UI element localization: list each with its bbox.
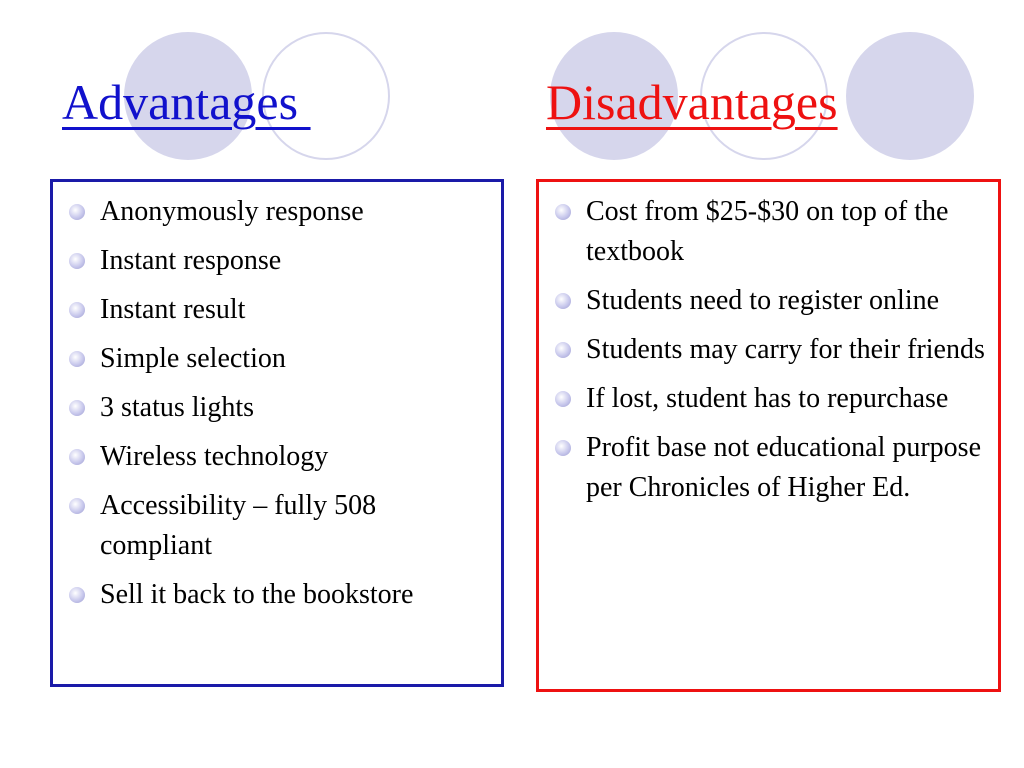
disadvantages-item [539,379,990,419]
advantages-item-text: Wireless technology [100,441,329,472]
circle-bullet-icon [555,342,571,358]
advantages-item [53,241,493,281]
advantages-heading: Advantages [62,74,311,130]
circle-bullet-icon [69,498,85,514]
advantages-item-text: Sell it back to the bookstore [100,579,414,610]
advantages-item-text: Instant result [100,294,246,325]
advantages-item [53,339,493,379]
circle-bullet-icon [555,391,571,407]
disadvantages-item-text: Students need to register online [586,285,940,316]
advantages-item-text: Simple selection [100,343,286,374]
disadvantages-item-text: Profit base not educational purpose per Chronicles of Higher Ed. [586,432,982,503]
circle-bullet-icon [69,400,85,416]
circle-bullet-icon [555,293,571,309]
disadvantages-heading: Disadvantages [546,74,838,130]
disadvantages-item [539,281,990,321]
circle-bullet-icon [69,449,85,465]
circle-bullet-icon [555,204,571,220]
advantages-item [53,575,493,615]
disadvantages-item [539,428,990,508]
circle-bullet-icon [69,302,85,318]
disadvantages-item-text: If lost, student has to repurchase [586,383,949,414]
disadvantages-list [539,192,990,517]
advantages-list [53,192,493,624]
circle-bullet-icon [69,204,85,220]
advantages-item [53,290,493,330]
advantages-box [50,179,504,687]
decorative-circle [846,32,974,160]
advantages-item-text: Accessibility – fully 508 compliant [100,490,377,561]
disadvantages-item [539,330,990,370]
disadvantages-item-text: Cost from $25-$30 on top of the textbook [586,196,949,267]
advantages-item-text: Instant response [100,245,282,276]
advantages-item [53,437,493,477]
advantages-item [53,486,493,566]
advantages-item-text: Anonymously response [100,196,364,227]
circle-bullet-icon [69,253,85,269]
advantages-item [53,192,493,232]
circle-bullet-icon [69,587,85,603]
disadvantages-item-text: Students may carry for their friends [586,334,985,365]
advantages-item-text: 3 status lights [100,392,255,423]
advantages-item [53,388,493,428]
circle-bullet-icon [69,351,85,367]
disadvantages-box [536,179,1001,692]
circle-bullet-icon [555,440,571,456]
disadvantages-item [539,192,990,272]
